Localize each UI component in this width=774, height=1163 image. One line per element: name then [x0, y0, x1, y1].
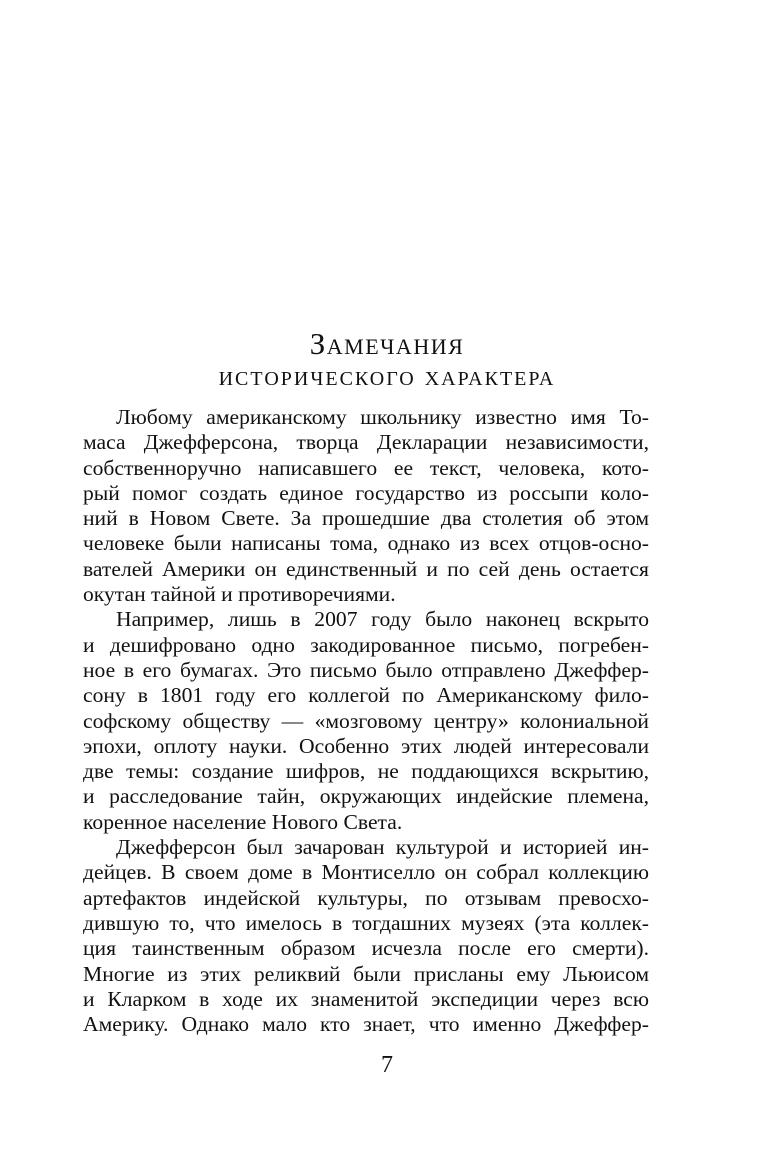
chapter-title-line-1: Замечания — [309, 326, 465, 361]
text-line: окутан тайной и противоречиями. — [83, 582, 396, 607]
text-line: собственноручно написавшего ее текст, человека, кото- — [83, 455, 649, 480]
text-line: рый помог создать единое государство из россыпи коло- — [83, 480, 649, 505]
text-line: и дешифровано одно закодированное письмо, погребен- — [83, 632, 649, 657]
body-text — [83, 405, 649, 1037]
text-line: дившую то, что имелось в тогдашних музеях (эта коллек- — [83, 910, 649, 935]
text-line: человеке были написаны тома, однако из всех отцов-осно- — [83, 531, 649, 556]
text-line: Джефферсон был зачарован культурой и историей ин- — [116, 835, 649, 860]
chapter-title-line-2: исторического характера — [218, 361, 556, 392]
text-line: ное в его бумагах. Это письмо было отправлено Джеффер- — [83, 657, 649, 682]
text-line: маса Джефферсона, творца Декларации независимости, — [83, 430, 649, 455]
text-line: софскому обществу — «мозговому центру» колониальной — [83, 708, 649, 733]
text-line: коренное население Нового Света. — [83, 809, 403, 834]
text-line: ция таинственным образом исчезла после его смерти). — [83, 936, 649, 961]
text-line: артефактов индейской культуры, по отзывам превосхо- — [83, 885, 649, 910]
text-line: дейцев. В своем доме в Монтиселло он собрал коллекцию — [83, 860, 649, 885]
text-line: вателей Америки он единственный и по сей день остается — [83, 556, 649, 581]
text-line: Америку. Однако мало кто знает, что именно Джеффер- — [83, 1012, 649, 1037]
text-line: эпохи, оплоту науки. Особенно этих людей интересовали — [83, 733, 649, 758]
text-line: две темы: создание шифров, не поддающихся вскрытию, — [83, 759, 649, 784]
text-line: сону в 1801 году его коллегой по Американскому фило- — [83, 683, 649, 708]
text-line: и расследование тайн, окружающих индейские племена, — [83, 784, 649, 809]
text-line: Например, лишь в 2007 году было наконец вскрыто — [116, 607, 649, 632]
text-line: Любому американскому школьнику известно имя То- — [116, 405, 649, 429]
text-line: и Кларком в ходе их знаменитой экспедиции через всю — [83, 986, 649, 1011]
text-line: Многие из этих реликвий были присланы ему Льюисом — [83, 961, 649, 986]
page-number: 7 — [381, 1052, 393, 1078]
text-line: ний в Новом Свете. За прошедшие два столетия об этом — [83, 506, 649, 531]
